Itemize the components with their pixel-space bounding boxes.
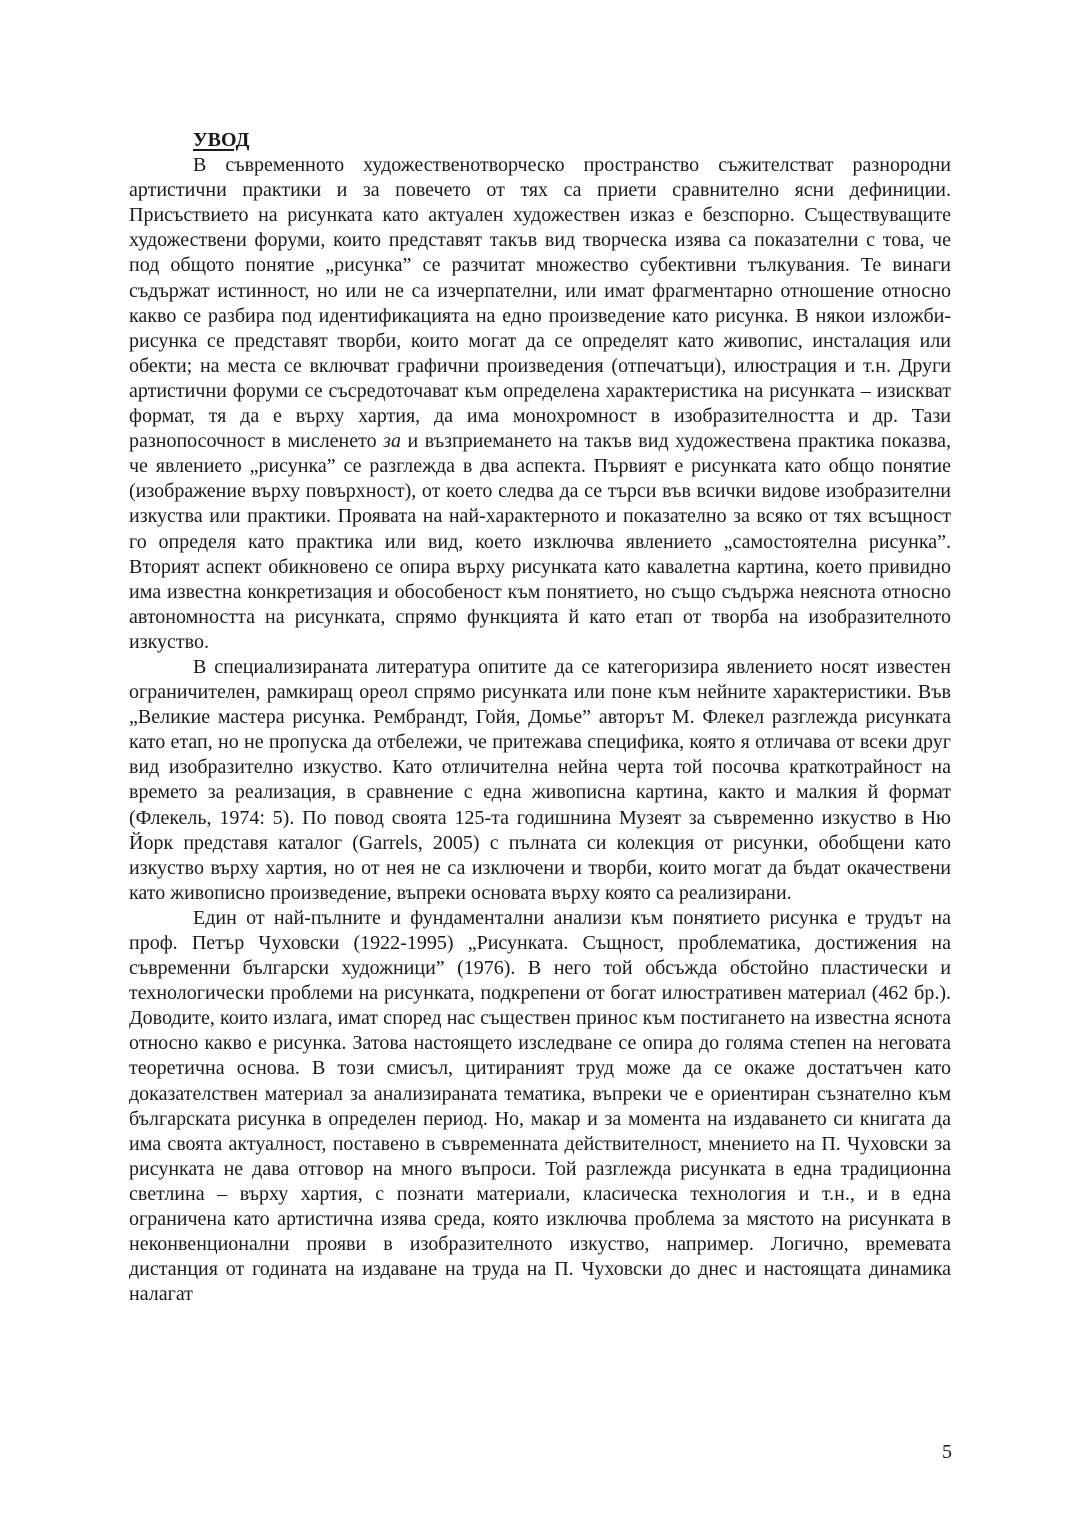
section-heading: УВОД [193,129,250,151]
paragraph-2: В специализираната литература опитите да се категоризира явлението носят известен ограничителен, рамкиращ ореол спрямо рисунката или поне към нейните характеристики. Във „Великие мастера рисунка. Рембрандт, Гойя, Домье” авторът М. Флекел разглежда рисунката като етап, но не пропуска да отбележи, че притежава специфика, която я отличава от всеки друг вид изобразително изкуство. Като отличителна нейна черта той посочва краткотрайност на времето за реализация, в сравнение с една живописна картина, както и малкия й формат (Флекель, 1974: 5). По повод своята 125-та годишнина Музеят за съвременно изкуство в Ню Йорк представя каталог (Garrels, 2005) с пълната си колекция от рисунки, обобщени като изкуство върху хартия, но от нея не са изключени и творби, които могат да бъдат окачествени като живописно произведение, въпреки основата върху която са реализирани. [129,655,951,904]
page-number: 5 [942,1441,952,1463]
paragraph-1 [129,153,951,655]
document-body [129,128,951,1307]
paragraph-1-part-1: В съвременното художественотворческо пространство съжителстват разнородни артистични практики и за повечето от тях са приети сравнително ясни дефиниции. Присъствието на рисунката като актуален художествен изказ е безспорно. Съществуващите художествени форуми, които представят такъв вид творческа изява са показателни с това, че под общото понятие „рисунка” се разчитат множество субективни тълкувания. Те винаги съдържат истинност, но или не са изчерпателни, или имат фрагментарно отношение относно какво се разбира под идентификацията на едно произведение като рисунка. В някои изложби-рисунка се представят творби, които могат да се определят като живопис, инсталация или обекти; на места се включват графични произведения (отпечатъци), илюстрация и т.н. Други артистични форуми се съсредоточават към определена характеристика на рисунката – изискват формат, тя да е върху хартия, да има монохромност в изобразителността и др. Тази разнопосочност в мисленето [129,154,951,453]
paragraph-1-part-2: и възприемането на такъв вид художествена практика показва, че явлението „рисунка” се разглежда в два аспекта. Първият е рисунката като общо понятие (изображение върху повърхност), от което следва да се търси във всички видове изобразителни изкуства или практики. Проявата на най-характерното и показателно за всяко от тях всъщност го определя като практика или вид, което изключва явлението „самостоятелна рисунка”. Вторият аспект обикновено се опира върху рисунката като кавалетна картина, което привидно има известна конкретизация и обособеност към понятието, но също съдържа неяснота относно автономността на рисунката, спрямо функцията й като етап от творба на изобразителното изкуство. [129,430,951,653]
paragraph-3: Един от най-пълните и фундаментални анализи към понятието рисунка е трудът на проф. Петър Чуховски (1922-1995) „Рисунката. Същност, проблематика, достижения на съвременни български художници” (1976). В него той обсъжда обстойно пластически и технологически проблеми на рисунката, подкрепени от богат илюстративен материал (462 бр.). Доводите, които излага, имат според нас съществен принос към постигането на известна яснота относно какво е рисунка. Затова настоящето изследване се опира до голяма степен на неговата теоретична основа. В този смисъл, цитираният труд може да се окаже достатъчен като доказателствен материал за анализираната тематика, въпреки че е ориентиран съзнателно към българската рисунка в определен период. Но, макар и за момента на издаването си книгата да има своята актуалност, поставено в съвременната действителност, мнението на П. Чуховски за рисунката не дава отговор на много въпроси. Той разглежда рисунката в една традиционна светлина – върху хартия, с познати материали, класическа технология и т.н., и в една ограничена като артистична изява среда, която изключва проблема за мястото на рисунката в неконвенционални прояви в изобразителното изкуство, например. Логично, времевата дистанция от годината на издаване на труда на П. Чуховски до днес и настоящата динамика налагат [129,906,951,1306]
paragraph-1-emphasis: за [383,430,401,453]
